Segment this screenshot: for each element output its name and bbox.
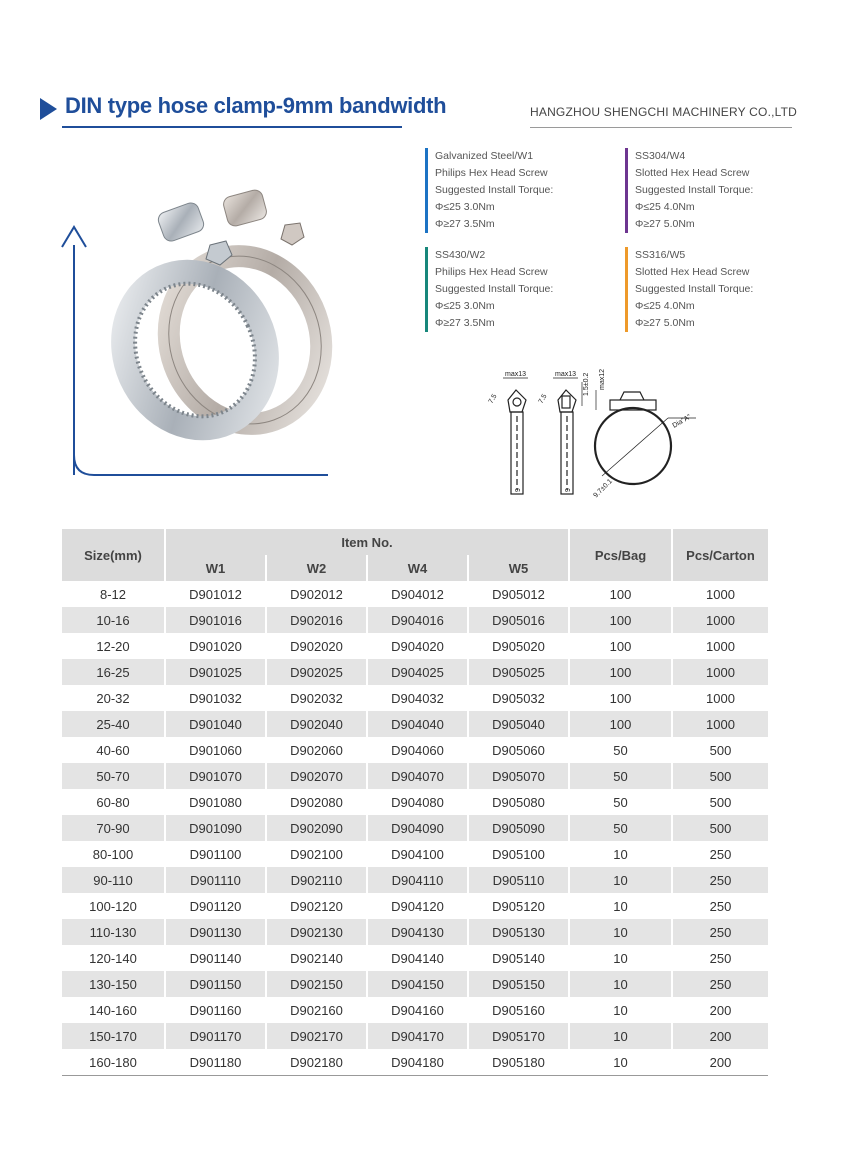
spec-torque-label: Suggested Install Torque: (635, 283, 754, 295)
table-cell: D901120 (165, 893, 266, 919)
table-row (62, 893, 768, 919)
dim-angle-a: 7.5 (487, 393, 499, 405)
title-underline (62, 126, 402, 128)
table-cell: D901016 (165, 607, 266, 633)
table-row (62, 607, 768, 633)
dim-max13-a: max13 (505, 371, 527, 378)
table-cell: 1000 (672, 581, 768, 607)
table-row (62, 945, 768, 971)
table-cell: 60-80 (62, 789, 165, 815)
table-cell: 70-90 (62, 815, 165, 841)
spec-screw: Philips Hex Head Screw (435, 266, 548, 278)
table-cell: D905060 (468, 737, 569, 763)
dim-angle-b: 7.5 (537, 393, 549, 405)
table-cell: D904020 (367, 633, 468, 659)
col-w2-header: W2 (266, 555, 367, 581)
table-cell: 500 (672, 763, 768, 789)
table-cell: D901070 (165, 763, 266, 789)
table-cell: D902160 (266, 997, 367, 1023)
dim-9-7: 9.7±0.1 (592, 477, 614, 500)
product-image-clamps (60, 185, 350, 480)
table-cell: 50 (569, 763, 672, 789)
table-cell: 250 (672, 919, 768, 945)
spec-torque-label: Suggested Install Torque: (435, 184, 554, 196)
table-row (62, 789, 768, 815)
table-cell: D904160 (367, 997, 468, 1023)
table-cell: D905160 (468, 997, 569, 1023)
table-cell: D905070 (468, 763, 569, 789)
table-cell: 150-170 (62, 1023, 165, 1049)
table-cell: D904090 (367, 815, 468, 841)
col-item-header: Item No. (165, 529, 569, 555)
spec-torque-large: Φ≥27 3.5Nm (435, 218, 495, 230)
table-cell: D902040 (266, 711, 367, 737)
table-cell: 20-32 (62, 685, 165, 711)
spec-torque-label: Suggested Install Torque: (435, 283, 554, 295)
table-cell: 110-130 (62, 919, 165, 945)
spec-block-w1 (425, 148, 553, 233)
table-cell: D904130 (367, 919, 468, 945)
dim-max12: max12 (599, 368, 606, 390)
table-cell: D904110 (367, 867, 468, 893)
table-cell: D902032 (266, 685, 367, 711)
spec-torque-large: Φ≥27 3.5Nm (435, 317, 495, 329)
table-cell: 10 (569, 1049, 672, 1075)
technical-drawing (470, 360, 710, 502)
table-cell: 1000 (672, 659, 768, 685)
table-cell: D901180 (165, 1049, 266, 1075)
table-cell: D904070 (367, 763, 468, 789)
table-cell: 10 (569, 971, 672, 997)
table-cell: D902120 (266, 893, 367, 919)
table-cell: D904012 (367, 581, 468, 607)
table-cell: D902180 (266, 1049, 367, 1075)
table-cell: D902130 (266, 919, 367, 945)
table-cell: 500 (672, 789, 768, 815)
dim-max13-b: max13 (555, 371, 577, 378)
table-cell: D901025 (165, 659, 266, 685)
table-row (62, 1049, 768, 1075)
table-cell: 100 (569, 633, 672, 659)
table-cell: 250 (672, 867, 768, 893)
table-cell: D902060 (266, 737, 367, 763)
table-cell: D901110 (165, 867, 266, 893)
table-cell: 160-180 (62, 1049, 165, 1075)
table-row (62, 659, 768, 685)
table-cell: 1000 (672, 685, 768, 711)
table-cell: D902100 (266, 841, 367, 867)
table-cell: 100 (569, 607, 672, 633)
dim-9-a: 9 (515, 488, 522, 492)
table-cell: 10 (569, 893, 672, 919)
table-cell: 10 (569, 1023, 672, 1049)
col-size-header: Size(mm) (62, 529, 165, 581)
table-cell: D902070 (266, 763, 367, 789)
table-cell: D901060 (165, 737, 266, 763)
table-cell: D904080 (367, 789, 468, 815)
table-cell: D905100 (468, 841, 569, 867)
table-cell: 10 (569, 919, 672, 945)
table-cell: D905120 (468, 893, 569, 919)
spec-torque-label: Suggested Install Torque: (635, 184, 754, 196)
table-cell: 120-140 (62, 945, 165, 971)
table-row (62, 841, 768, 867)
table-row (62, 737, 768, 763)
table-cell: 10 (569, 945, 672, 971)
table-row (62, 919, 768, 945)
table-cell: 80-100 (62, 841, 165, 867)
table-cell: 100 (569, 581, 672, 607)
spec-torque-small: Φ≤25 4.0Nm (635, 201, 695, 213)
col-w4-header: W4 (367, 555, 468, 581)
table-cell: D904150 (367, 971, 468, 997)
table-cell: 90-110 (62, 867, 165, 893)
table-cell: D901100 (165, 841, 266, 867)
table-cell: D905080 (468, 789, 569, 815)
table-cell: 1000 (672, 711, 768, 737)
table-cell: 10-16 (62, 607, 165, 633)
table-cell: 10 (569, 841, 672, 867)
table-cell: 50 (569, 789, 672, 815)
table-cell: D904016 (367, 607, 468, 633)
table-cell: D905150 (468, 971, 569, 997)
spec-torque-large: Φ≥27 5.0Nm (635, 317, 695, 329)
product-table (62, 529, 768, 1075)
spec-block-w2 (425, 247, 553, 332)
table-cell: D905025 (468, 659, 569, 685)
horizontal-axis-line (74, 455, 328, 475)
table-row (62, 581, 768, 607)
col-bag-header: Pcs/Bag (569, 529, 672, 581)
table-cell: D902170 (266, 1023, 367, 1049)
table-cell: 10 (569, 867, 672, 893)
table-cell: 250 (672, 893, 768, 919)
table-cell: D904032 (367, 685, 468, 711)
table-cell: D901020 (165, 633, 266, 659)
table-cell: D904180 (367, 1049, 468, 1075)
table-cell: D901140 (165, 945, 266, 971)
spec-material: Galvanized Steel/W1 (435, 150, 534, 162)
table-cell: D901170 (165, 1023, 266, 1049)
spec-screw: Philips Hex Head Screw (435, 167, 548, 179)
table-cell: D904100 (367, 841, 468, 867)
table-cell: D901090 (165, 815, 266, 841)
table-row (62, 633, 768, 659)
table-row (62, 685, 768, 711)
table-cell: D901012 (165, 581, 266, 607)
table-cell: D902025 (266, 659, 367, 685)
table-cell: D905140 (468, 945, 569, 971)
table-cell: D905020 (468, 633, 569, 659)
spec-screw: Slotted Hex Head Screw (635, 266, 750, 278)
table-cell: D902090 (266, 815, 367, 841)
table-cell: 25-40 (62, 711, 165, 737)
table-cell: D905012 (468, 581, 569, 607)
dim-9-b: 9 (565, 488, 572, 492)
table-cell: D902150 (266, 971, 367, 997)
spec-material: SS316/W5 (635, 249, 686, 261)
table-cell: 500 (672, 737, 768, 763)
spec-material: SS304/W4 (635, 150, 686, 162)
table-cell: 100 (569, 659, 672, 685)
table-row (62, 1023, 768, 1049)
table-row (62, 763, 768, 789)
table-cell: D905110 (468, 867, 569, 893)
table-cell: 200 (672, 997, 768, 1023)
table-cell: D905040 (468, 711, 569, 737)
table-cell: D905130 (468, 919, 569, 945)
table-cell: D904120 (367, 893, 468, 919)
col-carton-header: Pcs/Carton (672, 529, 768, 581)
table-cell: D901130 (165, 919, 266, 945)
table-cell: D901160 (165, 997, 266, 1023)
page-title: DIN type hose clamp-9mm bandwidth (65, 93, 447, 118)
table-row (62, 867, 768, 893)
table-cell: 1000 (672, 607, 768, 633)
dim-dia-a: Dia"A" (671, 413, 693, 430)
table-cell: 10 (569, 997, 672, 1023)
table-cell: 12-20 (62, 633, 165, 659)
col-w5-header: W5 (468, 555, 569, 581)
table-cell: 100 (569, 685, 672, 711)
table-cell: 50 (569, 737, 672, 763)
table-cell: 250 (672, 971, 768, 997)
table-cell: D905180 (468, 1049, 569, 1075)
table-cell: D902020 (266, 633, 367, 659)
table-cell: 250 (672, 841, 768, 867)
table-cell: D905016 (468, 607, 569, 633)
table-row (62, 711, 768, 737)
table-cell: 140-160 (62, 997, 165, 1023)
table-cell: D901150 (165, 971, 266, 997)
axis-arrow-icon (62, 227, 86, 247)
table-cell: 200 (672, 1023, 768, 1049)
table-cell: D901080 (165, 789, 266, 815)
table-bottom-rule (62, 1075, 768, 1076)
table-cell: 200 (672, 1049, 768, 1075)
table-cell: 100 (569, 711, 672, 737)
table-cell: 8-12 (62, 581, 165, 607)
table-row (62, 997, 768, 1023)
table-cell: 50 (569, 815, 672, 841)
table-cell: D904060 (367, 737, 468, 763)
table-cell: D902080 (266, 789, 367, 815)
company-underline (530, 127, 792, 128)
table-row (62, 971, 768, 997)
table-cell: D904040 (367, 711, 468, 737)
company-name: HANGZHOU SHENGCHI MACHINERY CO.,LTD (530, 105, 798, 119)
table-cell: D904140 (367, 945, 468, 971)
dim-1-5: 1.5±0.2 (583, 372, 590, 396)
spec-torque-small: Φ≤25 3.0Nm (435, 300, 495, 312)
table-cell: D901032 (165, 685, 266, 711)
table-cell: 130-150 (62, 971, 165, 997)
col-w1-header: W1 (165, 555, 266, 581)
table-cell: 50-70 (62, 763, 165, 789)
table-cell: D902012 (266, 581, 367, 607)
table-cell: D904025 (367, 659, 468, 685)
table-cell: D902016 (266, 607, 367, 633)
table-cell: 1000 (672, 633, 768, 659)
spec-block-w4 (625, 148, 753, 233)
table-cell: 500 (672, 815, 768, 841)
table-cell: D902140 (266, 945, 367, 971)
table-cell: 40-60 (62, 737, 165, 763)
table-cell: D904170 (367, 1023, 468, 1049)
table-cell: 16-25 (62, 659, 165, 685)
table-cell: 100-120 (62, 893, 165, 919)
spec-torque-small: Φ≤25 3.0Nm (435, 201, 495, 213)
table-cell: D905032 (468, 685, 569, 711)
spec-block-w5 (625, 247, 753, 332)
spec-screw: Slotted Hex Head Screw (635, 167, 750, 179)
table-cell: D905090 (468, 815, 569, 841)
table-cell: D905170 (468, 1023, 569, 1049)
table-cell: D902110 (266, 867, 367, 893)
title-arrow-icon (40, 98, 57, 120)
spec-torque-large: Φ≥27 5.0Nm (635, 218, 695, 230)
table-cell: 250 (672, 945, 768, 971)
spec-torque-small: Φ≤25 4.0Nm (635, 300, 695, 312)
table-cell: D901040 (165, 711, 266, 737)
spec-material: SS430/W2 (435, 249, 486, 261)
table-row (62, 815, 768, 841)
